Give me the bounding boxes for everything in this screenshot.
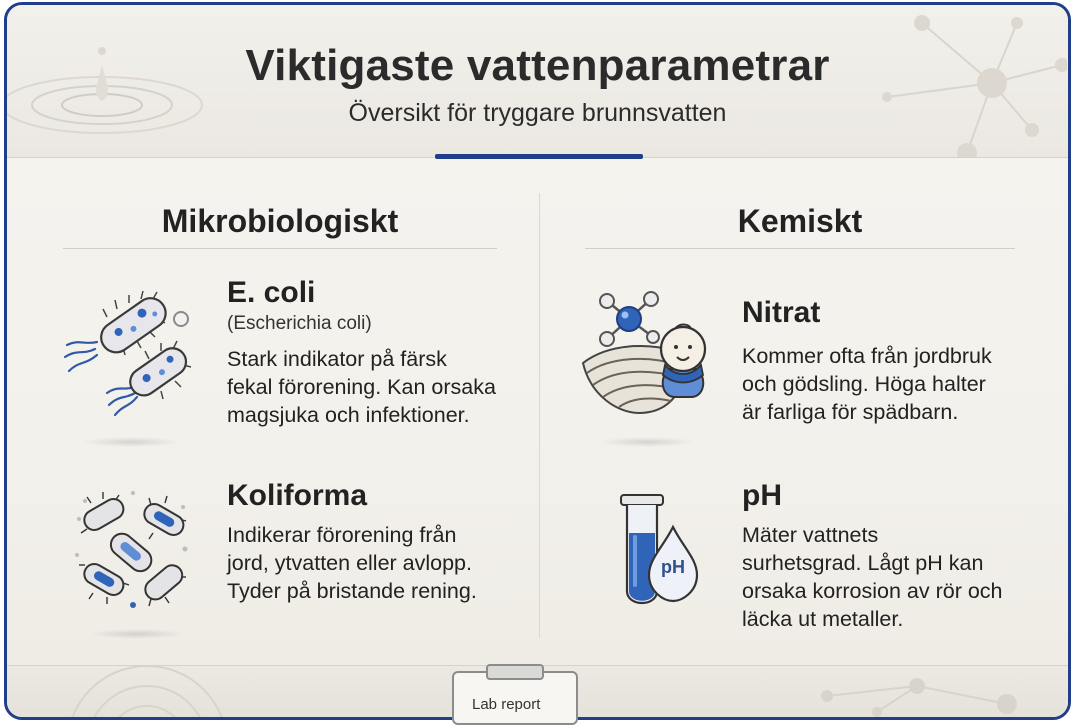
- column-title-microbiological: Mikrobiologiskt: [161, 203, 399, 239]
- icon-shadow: [599, 437, 695, 447]
- item-description-koliforma: [227, 521, 527, 605]
- title-accent-bar: [435, 154, 643, 159]
- description-line: orsaka korrosion av rör och: [742, 579, 1003, 603]
- description-line: Tyder på bristande rening.: [227, 579, 477, 603]
- ph-drop-label: pH: [661, 557, 685, 577]
- description-line: jord, ytvatten eller avlopp.: [227, 551, 472, 575]
- icon-shadow: [89, 629, 185, 639]
- icon-shadow: [81, 437, 181, 447]
- test-tube-drop-icon: [615, 491, 699, 613]
- item-title-koliforma: Koliforma: [227, 479, 368, 512]
- description-line: läcka ut metaller.: [742, 607, 904, 631]
- column-rule-right: [585, 248, 1015, 249]
- description-line: fekal förorening. Kan orsaka: [227, 375, 496, 399]
- lab-report-label: Lab report: [472, 696, 541, 713]
- description-line: och gödsling. Höga halter: [742, 372, 986, 396]
- item-title-nitrat: Nitrat: [742, 296, 821, 329]
- description-line: surhetsgrad. Lågt pH kan: [742, 551, 984, 575]
- item-title-ecoli: E. coli: [227, 276, 316, 309]
- column-rule-left: [63, 248, 497, 249]
- item-description-ph: [742, 521, 1052, 633]
- item-description-nitrat: [742, 342, 1042, 426]
- page-title: Viktigaste vattenparametrar: [245, 41, 830, 90]
- bacteria-cluster-icon: [73, 489, 193, 611]
- clipboard-clip: [486, 664, 544, 680]
- description-line: är farliga för spädbarn.: [742, 400, 959, 424]
- infographic-frame: [4, 2, 1071, 720]
- item-subtitle-ecoli: (Escherichia coli): [227, 313, 372, 334]
- item-description-ecoli: [227, 345, 527, 429]
- description-line: Stark indikator på färsk: [227, 347, 447, 371]
- molecule-network-decoration: [767, 666, 1067, 718]
- column-title-chemical: Kemiskt: [737, 203, 863, 239]
- column-divider: [539, 193, 540, 638]
- page-subtitle: Översikt för tryggare brunnsvatten: [348, 99, 727, 127]
- description-line: Indikerar förorening från: [227, 523, 457, 547]
- description-line: magsjuka och infektioner.: [227, 403, 470, 427]
- header: [7, 5, 1068, 158]
- ripple-decoration: [47, 666, 247, 718]
- molecule-baby-field-icon: [579, 285, 709, 420]
- description-line: Mäter vattnets: [742, 523, 879, 547]
- description-line: Kommer ofta från jordbruk: [742, 344, 992, 368]
- bacteria-rod-icon: [57, 287, 192, 422]
- item-title-ph: pH: [742, 479, 782, 512]
